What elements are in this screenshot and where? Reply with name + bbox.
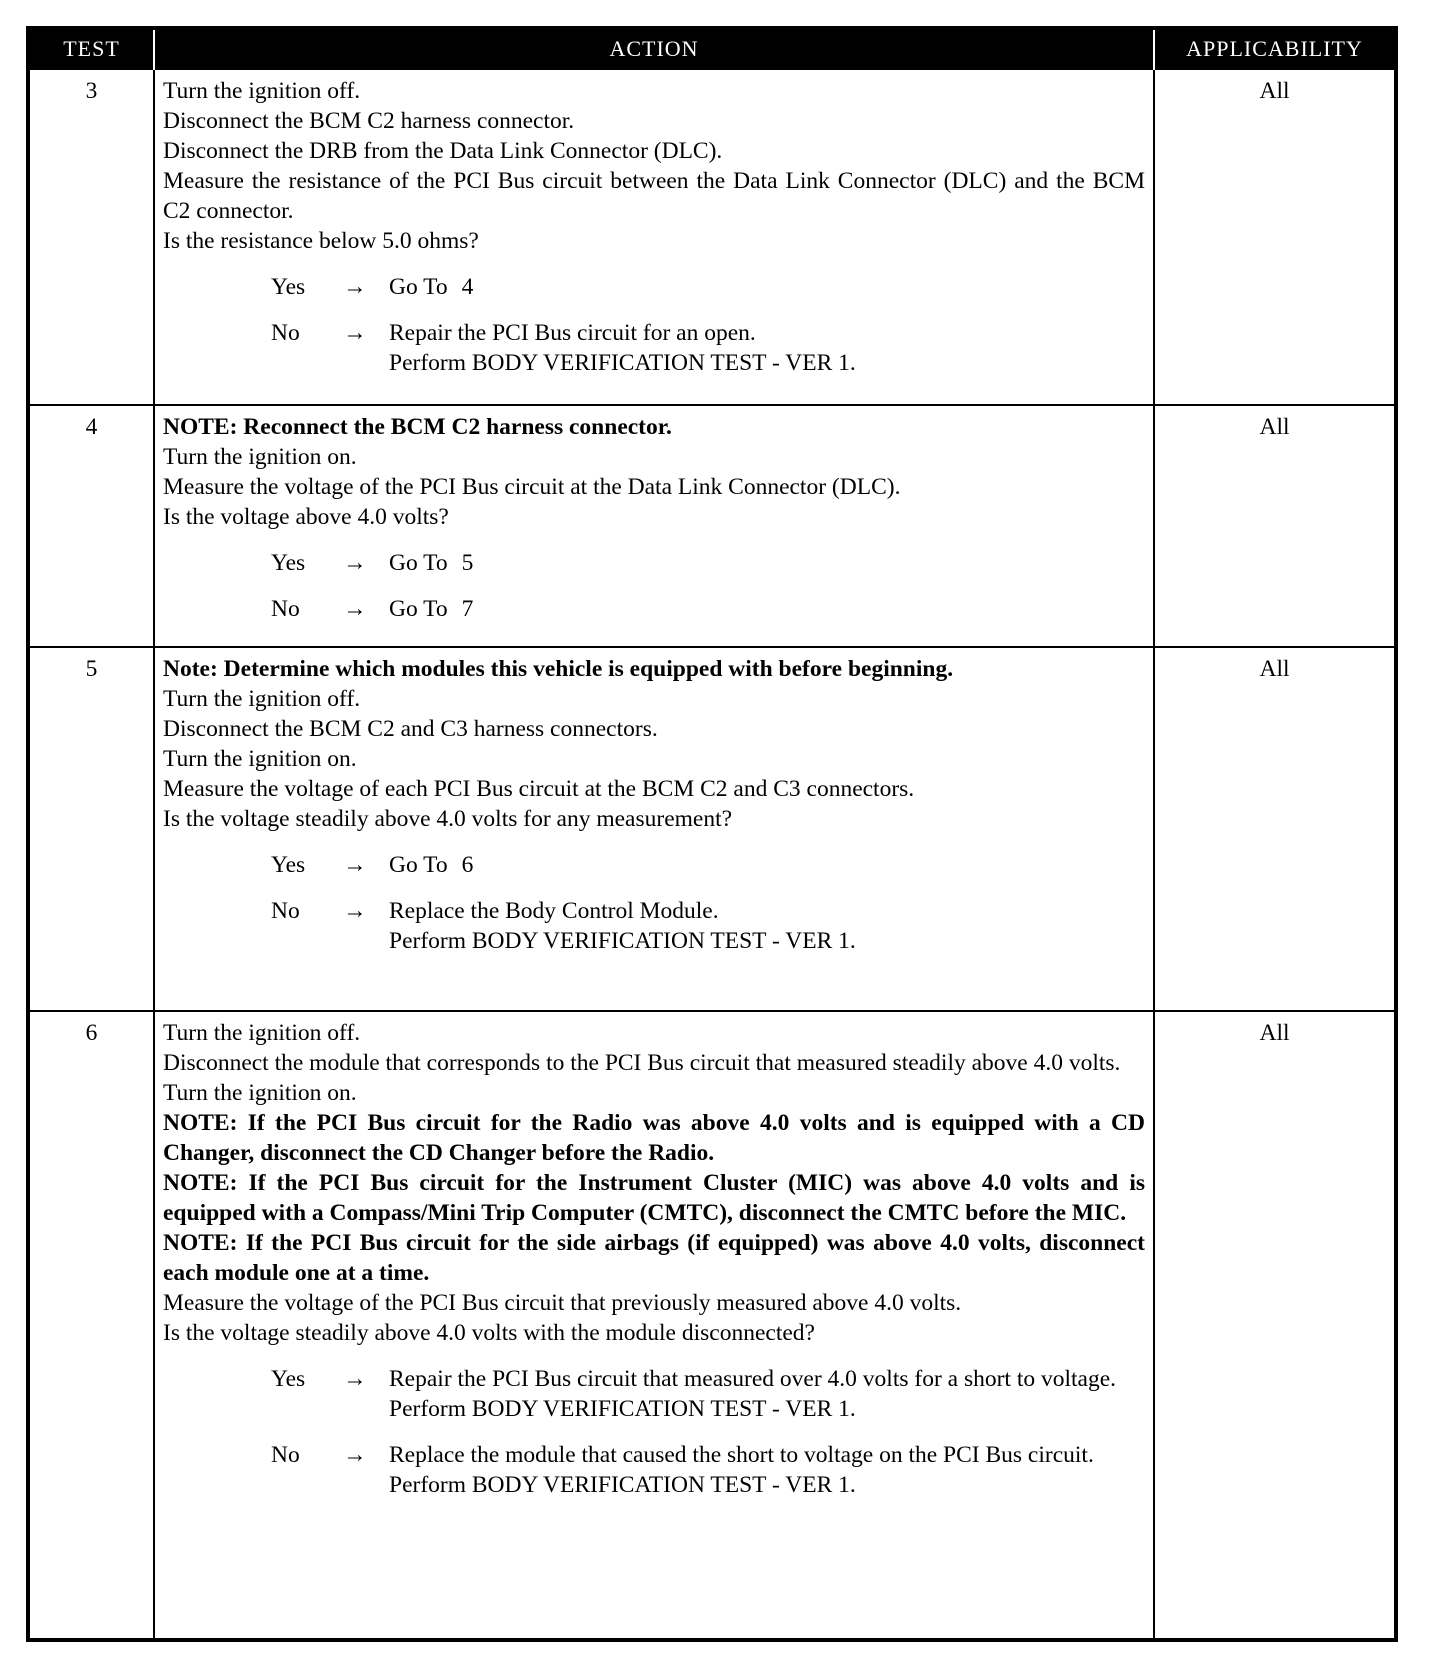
action-cell (154, 647, 1154, 1011)
table-row (30, 1011, 1394, 1638)
action-line: Is the voltage steadily above 4.0 volts with the module disconnected? (163, 1320, 815, 1346)
goto-number: 7 (461, 596, 474, 622)
no-result (389, 896, 1145, 956)
no-result (389, 594, 1145, 624)
yes-answer (163, 548, 1145, 578)
action-line: Turn the ignition on. (163, 1080, 357, 1106)
arrow-icon: → (343, 898, 367, 924)
table-row (30, 69, 1394, 405)
yes-result (389, 1364, 1145, 1424)
action-cell (154, 69, 1154, 405)
yes-answer (163, 850, 1145, 880)
yes-result (389, 850, 1145, 880)
action-line: Disconnect the DRB from the Data Link Connector (DLC). (163, 138, 723, 164)
no-label: No (271, 1442, 300, 1468)
action-line: Turn the ignition on. (163, 746, 357, 772)
header-test: TEST (30, 30, 154, 69)
yes-label: Yes (271, 1366, 306, 1392)
table-row (30, 647, 1394, 1011)
table-row (30, 405, 1394, 647)
note-line: NOTE: If the PCI Bus circuit for the side airbags (if equipped) was above 4.0 volts, disconnect each module one at a time. (163, 1230, 1145, 1286)
action-line: Measure the voltage of the PCI Bus circuit at the Data Link Connector (DLC). (163, 474, 901, 500)
action-line: Is the resistance below 5.0 ohms? (163, 228, 479, 254)
no-answer (163, 318, 1145, 378)
arrow-icon: → (343, 274, 367, 300)
action-line: Turn the ignition off. (163, 686, 361, 712)
no-answer (163, 1440, 1145, 1500)
result-line: Perform BODY VERIFICATION TEST - VER 1. (389, 1472, 856, 1498)
test-number: 4 (30, 405, 154, 647)
note-line: NOTE: If the PCI Bus circuit for the Instrument Cluster (MIC) was above 4.0 volts and is equipped with a Compass/Mini Trip Computer (CMTC), disconnect the CMTC before the MIC. (163, 1170, 1145, 1226)
header-action: ACTION (154, 30, 1154, 69)
no-label: No (271, 320, 300, 346)
yes-label: Yes (271, 274, 306, 300)
result-line: Repair the PCI Bus circuit that measured over 4.0 volts for a short to voltage. (389, 1366, 1117, 1392)
yes-answer (163, 272, 1145, 302)
yes-result (389, 548, 1145, 578)
result-line: Replace the module that caused the short to voltage on the PCI Bus circuit. (389, 1442, 1094, 1468)
action-line: Turn the ignition off. (163, 78, 361, 104)
result-line: Perform BODY VERIFICATION TEST - VER 1. (389, 1396, 856, 1422)
test-number: 3 (30, 69, 154, 405)
test-action-table (30, 30, 1394, 1638)
goto-text: Go To (389, 274, 448, 300)
goto-text: Go To (389, 550, 448, 576)
table-header (30, 30, 1394, 69)
note-line: NOTE: Reconnect the BCM C2 harness connector. (163, 414, 672, 440)
test-number: 6 (30, 1011, 154, 1638)
applicability-cell: All (1154, 1011, 1394, 1638)
note-line: NOTE: If the PCI Bus circuit for the Radio was above 4.0 volts and is equipped with a CD Changer, disconnect the CD Changer before the Radio. (163, 1110, 1145, 1166)
no-answer (163, 594, 1145, 624)
result-line: Perform BODY VERIFICATION TEST - VER 1. (389, 928, 856, 954)
action-line: Measure the resistance of the PCI Bus circuit between the Data Link Connector (DLC) and the BCM C2 connector. (163, 168, 1145, 224)
action-line: Disconnect the BCM C2 harness connector. (163, 108, 575, 134)
action-line: Is the voltage above 4.0 volts? (163, 504, 449, 530)
arrow-icon: → (343, 550, 367, 576)
arrow-icon: → (343, 1366, 367, 1392)
applicability-cell: All (1154, 69, 1394, 405)
arrow-icon: → (343, 1442, 367, 1468)
goto-number: 4 (461, 274, 474, 300)
result-line: Replace the Body Control Module. (389, 898, 719, 924)
action-cell (154, 405, 1154, 647)
goto-number: 5 (461, 550, 474, 576)
result-line: Perform BODY VERIFICATION TEST - VER 1. (389, 350, 856, 376)
goto-number: 6 (461, 852, 474, 878)
no-result (389, 1440, 1145, 1500)
arrow-icon: → (343, 852, 367, 878)
no-label: No (271, 898, 300, 924)
no-result (389, 318, 1145, 378)
yes-answer (163, 1364, 1145, 1424)
yes-label: Yes (271, 852, 306, 878)
diagnostic-table (26, 26, 1398, 1642)
goto-text: Go To (389, 596, 448, 622)
action-line: Disconnect the BCM C2 and C3 harness connectors. (163, 716, 658, 742)
arrow-icon: → (343, 320, 367, 346)
yes-label: Yes (271, 550, 306, 576)
note-line: Note: Determine which modules this vehicle is equipped with before beginning. (163, 656, 954, 682)
applicability-cell: All (1154, 405, 1394, 647)
action-line: Is the voltage steadily above 4.0 volts for any measurement? (163, 806, 733, 832)
no-label: No (271, 596, 300, 622)
header-applicability: APPLICABILITY (1154, 30, 1394, 69)
yes-result (389, 272, 1145, 302)
action-line: Disconnect the module that corresponds to the PCI Bus circuit that measured steadily above 4.0 volts. (163, 1050, 1121, 1076)
result-line: Repair the PCI Bus circuit for an open. (389, 320, 756, 346)
action-line: Measure the voltage of the PCI Bus circuit that previously measured above 4.0 volts. (163, 1290, 962, 1316)
action-cell (154, 1011, 1154, 1638)
no-answer (163, 896, 1145, 956)
applicability-cell: All (1154, 647, 1394, 1011)
action-line: Measure the voltage of each PCI Bus circuit at the BCM C2 and C3 connectors. (163, 776, 915, 802)
goto-text: Go To (389, 852, 448, 878)
action-line: Turn the ignition off. (163, 1020, 361, 1046)
test-number: 5 (30, 647, 154, 1011)
action-line: Turn the ignition on. (163, 444, 357, 470)
arrow-icon: → (343, 596, 367, 622)
